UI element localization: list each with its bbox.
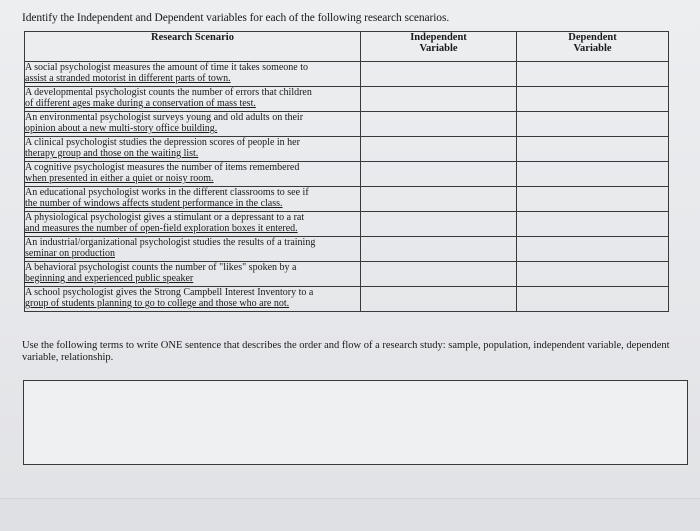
scenario-line-1: A social psychologist measures the amount of time it takes someone to: [25, 62, 309, 73]
scenario-line-2: when presented in either a quiet or noisy room.: [25, 173, 214, 184]
table-row: [25, 187, 669, 212]
independent-variable-answer-cell[interactable]: [361, 112, 517, 137]
scenario-cell: [25, 212, 361, 237]
scenario-cell: [25, 137, 361, 162]
header-dependent-variable: Dependent Variable: [517, 32, 669, 62]
dependent-variable-answer-cell[interactable]: [517, 162, 669, 187]
scenario-line-1: A school psychologist gives the Strong Campbell Interest Inventory to a: [25, 287, 314, 298]
scenario-line-2: of different ages make during a conservation of mass test.: [25, 98, 256, 109]
scenario-line-2: opinion about a new multi-story office building.: [25, 123, 218, 134]
followup-instruction: Use the following terms to write ONE sentence that describes the order and flow of a research study: sample, population, independent variable, dependent variable, relationship.: [22, 340, 670, 363]
dependent-variable-answer-cell[interactable]: [517, 237, 669, 262]
independent-variable-answer-cell[interactable]: [361, 287, 517, 312]
scenario-cell: [25, 162, 361, 187]
table-row: [25, 162, 669, 187]
scenario-cell: [25, 237, 361, 262]
scenario-cell: [25, 112, 361, 137]
scenario-cell: [25, 287, 361, 312]
scenario-line-2: beginning and experienced public speaker: [25, 273, 194, 284]
independent-variable-answer-cell[interactable]: [361, 87, 517, 112]
scenario-line-1: A physiological psychologist gives a stimulant or a depressant to a rat: [25, 212, 305, 223]
table-row: [25, 112, 669, 137]
independent-variable-answer-cell[interactable]: [361, 262, 517, 287]
table-row: [25, 262, 669, 287]
header-research-scenario: Research Scenario: [25, 32, 361, 62]
scenario-cell: [25, 262, 361, 287]
table-row: [25, 212, 669, 237]
scenario-line-1: A behavioral psychologist counts the number of "likes" spoken by a: [25, 262, 297, 273]
scenario-cell: [25, 87, 361, 112]
scenario-line-2: therapy group and those on the waiting list.: [25, 148, 199, 159]
scenario-line-1: An educational psychologist works in the different classrooms to see if: [25, 187, 309, 198]
header-independent-variable: Independent Variable: [361, 32, 517, 62]
dependent-variable-answer-cell[interactable]: [517, 287, 669, 312]
dependent-variable-answer-cell[interactable]: [517, 187, 669, 212]
table-row: [25, 287, 669, 312]
scenario-cell: [25, 187, 361, 212]
scenario-line-1: An environmental psychologist surveys young and old adults on their: [25, 112, 304, 123]
scenario-line-2: seminar on production: [25, 248, 115, 259]
scenario-line-2: and measures the number of open-field exploration boxes it entered.: [25, 223, 298, 234]
independent-variable-answer-cell[interactable]: [361, 62, 517, 87]
table-header-row: [25, 32, 669, 62]
scenario-table: [24, 31, 669, 312]
scenario-line-2: the number of windows affects student performance in the class.: [25, 198, 283, 209]
dependent-variable-answer-cell[interactable]: [517, 137, 669, 162]
dependent-variable-answer-cell[interactable]: [517, 62, 669, 87]
sentence-answer-box[interactable]: [23, 380, 688, 465]
table-row: [25, 87, 669, 112]
bottom-strip: [0, 498, 700, 531]
independent-variable-answer-cell[interactable]: [361, 237, 517, 262]
dependent-variable-answer-cell[interactable]: [517, 212, 669, 237]
dependent-variable-answer-cell[interactable]: [517, 262, 669, 287]
scenario-line-2: group of students planning to go to college and those who are not.: [25, 298, 290, 309]
dependent-variable-answer-cell[interactable]: [517, 87, 669, 112]
scenario-cell: [25, 62, 361, 87]
scenario-line-1: A developmental psychologist counts the number of errors that children: [25, 87, 312, 98]
scenario-line-2: assist a stranded motorist in different parts of town.: [25, 73, 231, 84]
scenario-line-1: A cognitive psychologist measures the number of items remembered: [25, 162, 300, 173]
scenario-line-1: An industrial/organizational psychologist studies the results of a training: [25, 237, 316, 248]
dependent-variable-answer-cell[interactable]: [517, 112, 669, 137]
instruction-text: Identify the Independent and Dependent variables for each of the following research scenarios.: [22, 12, 450, 24]
independent-variable-answer-cell[interactable]: [361, 162, 517, 187]
independent-variable-answer-cell[interactable]: [361, 137, 517, 162]
table-row: [25, 62, 669, 87]
table-row: [25, 137, 669, 162]
scenario-line-1: A clinical psychologist studies the depression scores of people in her: [25, 137, 300, 148]
table-row: [25, 237, 669, 262]
independent-variable-answer-cell[interactable]: [361, 187, 517, 212]
independent-variable-answer-cell[interactable]: [361, 212, 517, 237]
